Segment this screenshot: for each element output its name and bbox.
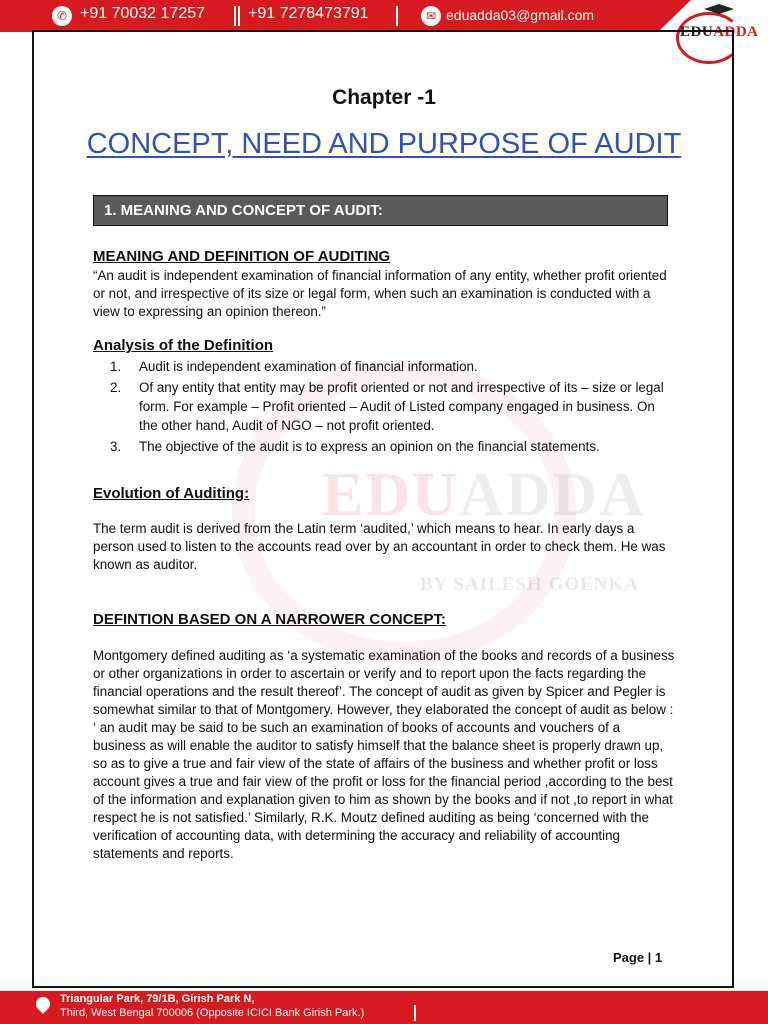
header-divider [238, 6, 240, 26]
logo-text-prefix: EDU [680, 24, 714, 40]
phone-number-2[interactable]: +91 7278473791 [248, 5, 369, 22]
list-item [110, 378, 675, 435]
list-item-number: 3. [110, 439, 122, 454]
analysis-list [110, 357, 675, 458]
section-heading-bar: 1. MEANING AND CONCEPT OF AUDIT: [93, 195, 668, 226]
email-address[interactable]: eduadda03@gmail.com [446, 7, 595, 23]
chapter-label: Chapter -1 [332, 86, 436, 109]
header-divider [396, 6, 398, 26]
list-item [110, 437, 675, 456]
phone-icon: ✆ [52, 6, 72, 26]
watermark-subtitle: BY SAILESH GOENKA [420, 574, 640, 595]
meaning-definition: “An audit is independent examination of financial information of any entity, whether profit oriented or not, and irrespective of its size or legal form, when such an examination is conducted with a view to expressing an opinion thereon.” [93, 268, 667, 319]
list-item-text: Audit is independent examination of financial information. [139, 359, 478, 374]
analysis-heading: Analysis of the Definition [93, 337, 274, 354]
evolution-heading: Evolution of Auditing: [93, 485, 250, 502]
meaning-heading: MEANING AND DEFINITION OF AUDITING [93, 248, 391, 265]
list-item [110, 357, 675, 376]
footer-address-line-1: Triangular Park, 79/1B, Girish Park N, [60, 993, 255, 1005]
list-item-number: 2. [110, 380, 122, 395]
list-item-number: 1. [110, 359, 122, 374]
phone-number-1[interactable]: +91 70032 17257 [80, 5, 206, 22]
narrower-concept-heading: DEFINTION BASED ON A NARROWER CONCEPT: [93, 611, 447, 628]
page-number: Page | 1 [613, 950, 663, 965]
footer-divider [414, 1005, 416, 1021]
footer-address-line-2: Third, West Bengal 700006 (Opposite ICICI Bank Girish Park.) [60, 1007, 365, 1019]
header-divider [234, 6, 236, 26]
evolution-text: The term audit is derived from the Latin term ‘audited,’ which means to hear. In early days a person used to listen to the accounts read over by an accountant in order to check them. He was known as auditor. [93, 521, 666, 572]
page-title: CONCEPT, NEED AND PURPOSE OF AUDIT [86, 128, 682, 160]
logo-text-suffix: ADDA [713, 24, 759, 40]
narrower-concept-text: Montgomery defined auditing as ‘a systematic examination of the books and records of a business or other organizations in order to ascertain or verify and to report upon the facts regarding the financial operations and the result thereof’. The concept of audit as given by Spicer and Pegler is somewhat similar to that of Montgomery. However, they elaborated the concept of audit as below : ‘ an audit may be said to be such an examination of books of accounts and vouchers of a business as will enable the auditor to satisfy himself that the balance sheet is properly drawn up, so as to give a true and fair view of the state of affairs of the business and whether profit or loss account gives a true and fair view of the profit or loss for the financial period ,according to the best of the information and explanation given to him as shown by the books and if not ,to report in what respect he is not satisfied.’ Similarly, R.K. Moutz defined auditing as being ‘concerned with the verification of accounting data, with determining the accuracy and reliability of accounting statements and reports. [93, 648, 675, 861]
list-item-text: Of any entity that entity may be profit oriented or not and irrespective of its – size or legal form. For example – Profit oriented – Audit of Listed company engaged in business. On the other hand, Audit of NGO – not profit oriented. [139, 380, 664, 433]
watermark-suffix: ADDA [458, 461, 647, 529]
watermark-prefix: EDU [322, 461, 459, 529]
email-icon: ✉ [421, 6, 441, 26]
list-item-text: The objective of the audit is to express an opinion on the financial statements. [139, 439, 600, 454]
